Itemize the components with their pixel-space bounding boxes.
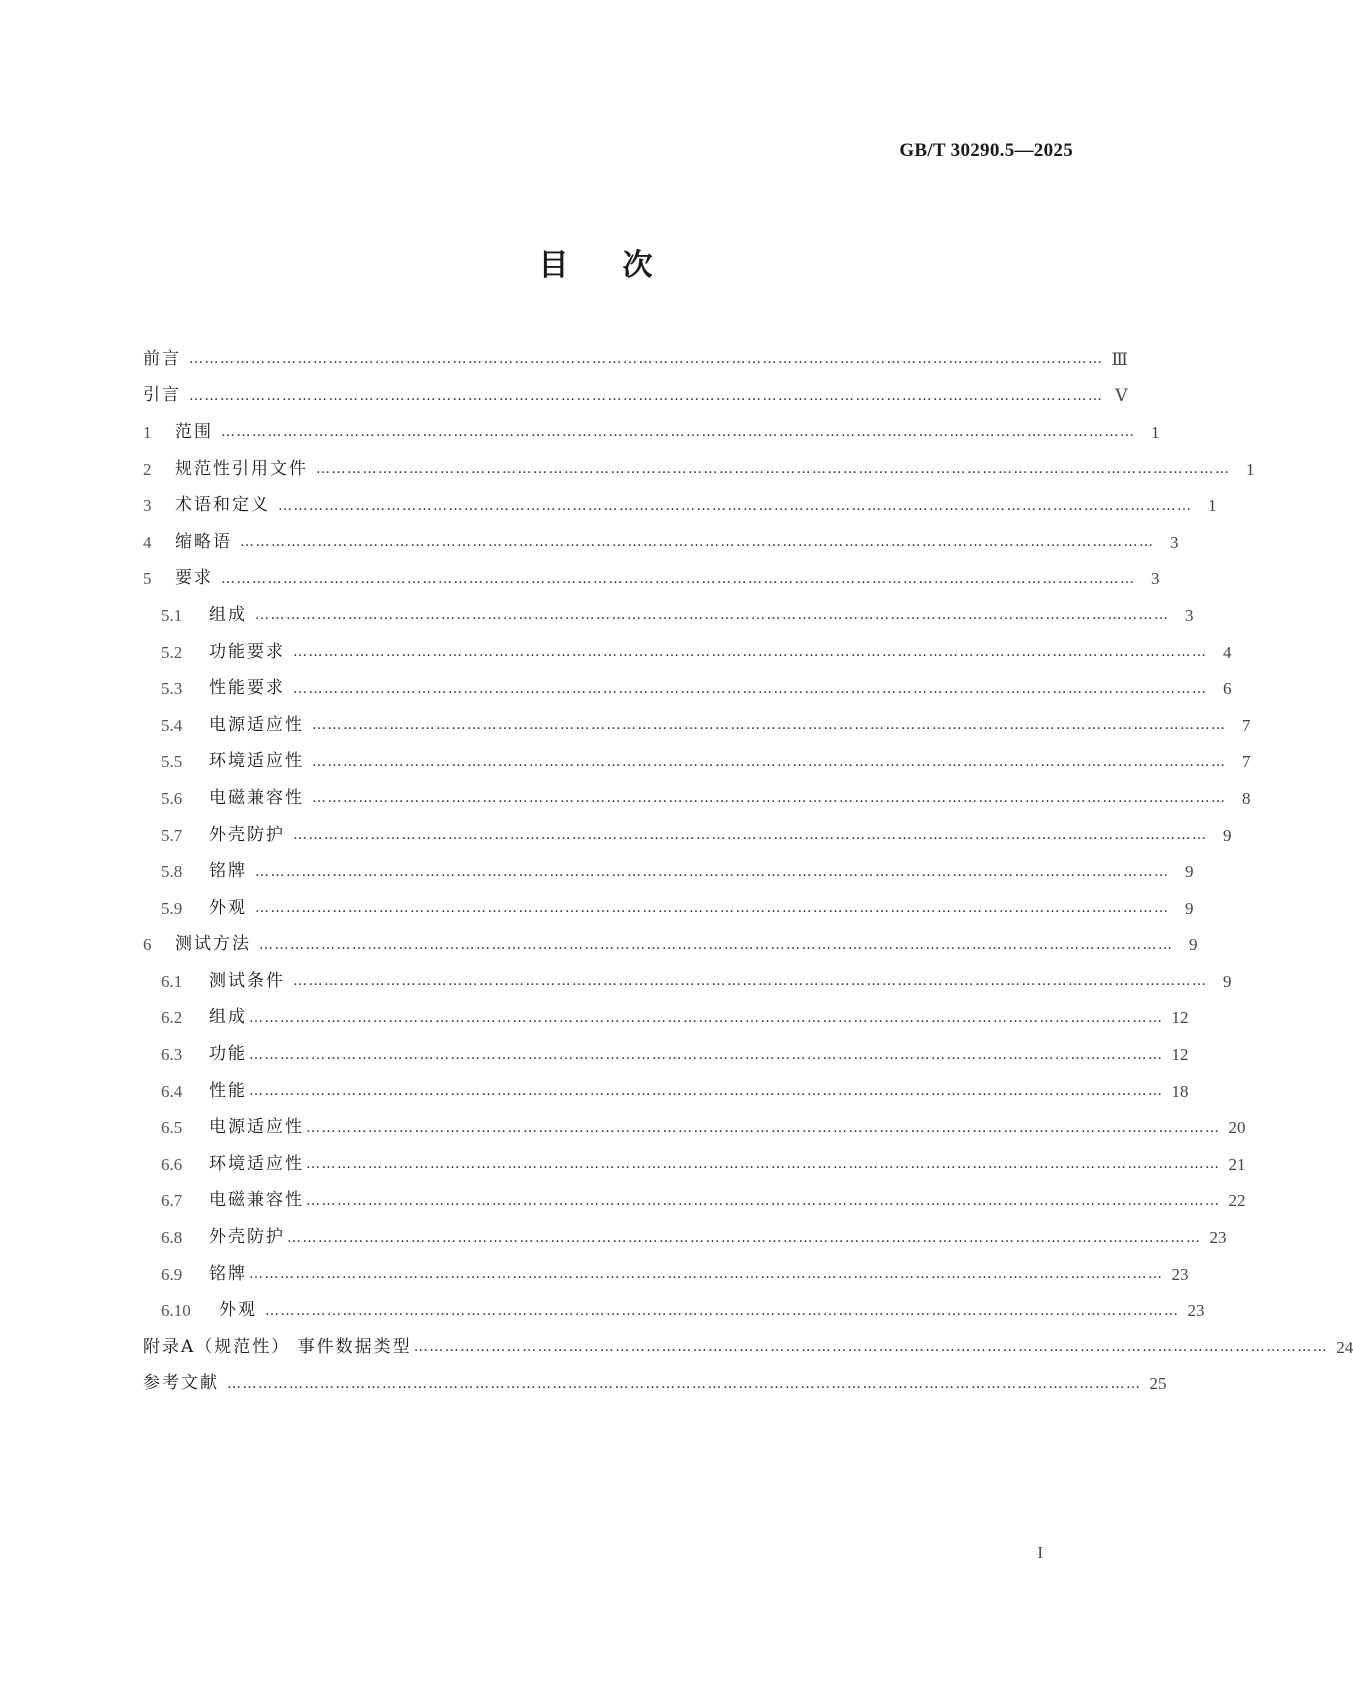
toc-entry[interactable]	[143, 963, 1232, 1000]
toc-entry-page: 3	[1151, 569, 1160, 589]
toc-entry-label: 外观	[219, 1300, 257, 1321]
dot-leader: ……………………………………………………………………………………………………………………………………………………………	[413, 1339, 1329, 1356]
toc-entry[interactable]	[143, 927, 1198, 964]
toc-entry-page: 9	[1189, 935, 1198, 955]
dot-leader: ……………………………………………………………………………………………………………………………………………………………	[293, 680, 1208, 697]
dot-leader: ……………………………………………………………………………………………………………………………………………………………	[287, 1229, 1202, 1246]
toc-entry[interactable]	[143, 1000, 1189, 1037]
toc-entry-number: 5.5	[161, 752, 183, 772]
dot-leader: ……………………………………………………………………………………………………………………………………………………………	[255, 607, 1170, 624]
dot-leader: ……………………………………………………………………………………………………………………………………………………………	[316, 461, 1231, 478]
dot-leader: ……………………………………………………………………………………………………………………………………………………………	[227, 1375, 1142, 1392]
toc-entry-label: 要求	[175, 568, 213, 589]
toc-entry-label: 测试方法	[175, 934, 251, 955]
dot-leader: ……………………………………………………………………………………………………………………………………………………………	[221, 424, 1136, 441]
toc-entry-number: 6.2	[161, 1008, 183, 1028]
toc-entry-label: 环境适应性	[209, 751, 304, 772]
toc-entry-label: 功能	[209, 1044, 247, 1065]
toc-entry-label: 前言	[143, 348, 181, 369]
toc-entry-number: 4	[143, 532, 152, 552]
toc-entry-page: 9	[1185, 898, 1194, 918]
toc-entry-page: 24	[1336, 1337, 1353, 1357]
toc-entry[interactable]	[143, 1256, 1189, 1293]
toc-entry[interactable]	[143, 1109, 1246, 1146]
toc-entry-page: 9	[1223, 971, 1232, 991]
toc-entry-number: 1	[143, 422, 152, 442]
toc-entry-page: 12	[1171, 1008, 1189, 1028]
page-title: 目次	[538, 248, 707, 283]
table-of-contents	[143, 341, 1353, 1402]
dot-leader: ……………………………………………………………………………………………………………………………………………………………	[293, 644, 1208, 661]
toc-entry-number: 2	[143, 459, 152, 479]
toc-entry[interactable]	[143, 597, 1194, 634]
toc-entry-label: 外壳防护	[209, 824, 285, 845]
toc-entry[interactable]	[143, 1073, 1189, 1110]
toc-entry[interactable]	[143, 1366, 1167, 1403]
toc-entry-page: 25	[1149, 1374, 1167, 1394]
toc-entry-label: 外壳防护	[209, 1227, 285, 1248]
toc-entry-label: 铭牌	[209, 861, 247, 882]
dot-leader: ……………………………………………………………………………………………………………………………………………………………	[265, 1302, 1180, 1319]
toc-entry-page: 6	[1223, 679, 1232, 699]
dot-leader: ……………………………………………………………………………………………………………………………………………………………	[240, 534, 1155, 551]
toc-entry-label: 性能	[209, 1080, 247, 1101]
toc-entry-label: 引言	[143, 385, 181, 406]
toc-entry[interactable]	[143, 487, 1217, 524]
dot-leader: ……………………………………………………………………………………………………………………………………………………………	[312, 753, 1227, 770]
toc-entry-label: 组成	[209, 604, 247, 625]
dot-leader: ……………………………………………………………………………………………………………………………………………………………	[306, 1192, 1221, 1209]
dot-leader: ……………………………………………………………………………………………………………………………………………………………	[249, 1046, 1164, 1063]
dot-leader: ……………………………………………………………………………………………………………………………………………………………	[312, 717, 1227, 734]
toc-entry-label: 电源适应性	[209, 1117, 304, 1138]
toc-entry[interactable]	[143, 890, 1194, 927]
toc-entry-page: 4	[1223, 642, 1232, 662]
dot-leader: ……………………………………………………………………………………………………………………………………………………………	[189, 387, 1104, 404]
dot-leader: ……………………………………………………………………………………………………………………………………………………………	[255, 900, 1170, 917]
toc-entry-number: 5.2	[161, 642, 183, 662]
dot-leader: ……………………………………………………………………………………………………………………………………………………………	[255, 863, 1170, 880]
toc-entry-page: 9	[1223, 825, 1232, 845]
toc-entry-number: 6.3	[161, 1045, 183, 1065]
toc-entry-number: 5.1	[161, 605, 183, 625]
toc-entry-page: 18	[1171, 1081, 1189, 1101]
toc-entry-number: 6.8	[161, 1228, 183, 1248]
toc-entry[interactable]	[143, 1036, 1189, 1073]
toc-entry-page: 3	[1185, 605, 1194, 625]
dot-leader: ……………………………………………………………………………………………………………………………………………………………	[249, 1266, 1164, 1283]
toc-entry-label: 外观	[209, 897, 247, 918]
dot-leader: ……………………………………………………………………………………………………………………………………………………………	[249, 1009, 1164, 1026]
toc-entry-page: Ⅲ	[1111, 349, 1128, 369]
toc-entry-label: 术语和定义	[175, 495, 270, 516]
toc-entry-label: 铭牌	[209, 1263, 247, 1284]
toc-entry-number: 5.9	[161, 898, 183, 918]
toc-entry[interactable]	[143, 707, 1251, 744]
toc-entry-page: Ⅴ	[1115, 386, 1128, 406]
dot-leader: ……………………………………………………………………………………………………………………………………………………………	[278, 497, 1193, 514]
toc-entry[interactable]	[143, 341, 1128, 378]
toc-entry[interactable]	[143, 414, 1160, 451]
toc-entry[interactable]	[143, 853, 1194, 890]
toc-entry[interactable]	[143, 451, 1255, 488]
toc-entry-number: 5.8	[161, 862, 183, 882]
toc-entry-label: 环境适应性	[209, 1153, 304, 1174]
toc-entry-page: 12	[1171, 1045, 1189, 1065]
toc-entry-page: 9	[1185, 862, 1194, 882]
dot-leader: ……………………………………………………………………………………………………………………………………………………………	[189, 351, 1104, 368]
dot-leader: ……………………………………………………………………………………………………………………………………………………………	[293, 973, 1208, 990]
toc-entry-number: 3	[143, 496, 152, 516]
toc-entry-number: 6	[143, 935, 152, 955]
toc-entry[interactable]	[143, 524, 1179, 561]
toc-entry-page: 23	[1171, 1264, 1189, 1284]
toc-entry-page: 1	[1208, 496, 1217, 516]
toc-entry-page: 23	[1187, 1301, 1205, 1321]
toc-entry-label: 功能要求	[209, 641, 285, 662]
dot-leader: ……………………………………………………………………………………………………………………………………………………………	[306, 1156, 1221, 1173]
toc-entry[interactable]	[143, 561, 1160, 598]
toc-entry-page: 3	[1170, 532, 1179, 552]
dot-leader: ……………………………………………………………………………………………………………………………………………………………	[293, 827, 1208, 844]
toc-entry[interactable]	[143, 1329, 1353, 1366]
toc-entry-number: 6.1	[161, 971, 183, 991]
toc-entry-page: 7	[1242, 715, 1251, 735]
toc-entry[interactable]	[143, 1146, 1246, 1183]
toc-entry-label: 规范性引用文件	[175, 458, 308, 479]
toc-entry-number: 6.6	[161, 1154, 183, 1174]
toc-entry-number: 6.10	[161, 1301, 191, 1321]
toc-entry[interactable]	[143, 1219, 1227, 1256]
toc-entry[interactable]	[143, 634, 1232, 671]
toc-entry-number: 6.5	[161, 1118, 183, 1138]
toc-entry-number: 5	[143, 569, 152, 589]
toc-entry-page: 23	[1209, 1228, 1227, 1248]
toc-entry[interactable]	[143, 670, 1232, 707]
toc-entry-number: 6.4	[161, 1081, 183, 1101]
dot-leader: ……………………………………………………………………………………………………………………………………………………………	[249, 1083, 1164, 1100]
toc-entry-page: 1	[1246, 459, 1255, 479]
toc-entry-label: 电磁兼容性	[209, 1190, 304, 1211]
toc-entry-number: 5.6	[161, 788, 183, 808]
toc-entry-label: 范围	[175, 421, 213, 442]
dot-leader: ……………………………………………………………………………………………………………………………………………………………	[306, 1119, 1221, 1136]
toc-entry-page: 22	[1228, 1191, 1246, 1211]
toc-entry-label: 性能要求	[209, 678, 285, 699]
toc-entry-label: 电源适应性	[209, 714, 304, 735]
toc-entry-number: 5.7	[161, 825, 183, 845]
toc-entry-page: 20	[1228, 1118, 1246, 1138]
toc-entry-page: 1	[1151, 422, 1160, 442]
toc-entry-label: 测试条件	[209, 970, 285, 991]
standard-code: GB/T 30290.5—2025	[899, 140, 1073, 161]
toc-entry[interactable]	[143, 378, 1128, 415]
toc-entry-number: 5.4	[161, 715, 183, 735]
toc-entry[interactable]	[143, 817, 1232, 854]
toc-entry[interactable]	[143, 780, 1251, 817]
toc-entry[interactable]	[143, 1183, 1246, 1220]
dot-leader: ……………………………………………………………………………………………………………………………………………………………	[312, 790, 1227, 807]
toc-entry-number: 5.3	[161, 679, 183, 699]
toc-entry-number: 6.7	[161, 1191, 183, 1211]
toc-entry[interactable]	[143, 744, 1251, 781]
toc-entry-number: 6.9	[161, 1264, 183, 1284]
toc-entry-page: 8	[1242, 788, 1251, 808]
toc-entry-label: 参考文献	[143, 1373, 219, 1394]
toc-entry-label: 电磁兼容性	[209, 787, 304, 808]
toc-entry[interactable]	[143, 1292, 1205, 1329]
dot-leader: ……………………………………………………………………………………………………………………………………………………………	[221, 570, 1136, 587]
dot-leader: ……………………………………………………………………………………………………………………………………………………………	[259, 936, 1174, 953]
toc-entry-label: 组成	[209, 1007, 247, 1028]
toc-entry-page: 21	[1228, 1154, 1246, 1174]
toc-entry-label: 附录A（规范性） 事件数据类型	[143, 1336, 412, 1357]
toc-entry-label: 缩略语	[175, 531, 232, 552]
page-number: I	[1037, 1543, 1043, 1562]
toc-entry-page: 7	[1242, 752, 1251, 772]
